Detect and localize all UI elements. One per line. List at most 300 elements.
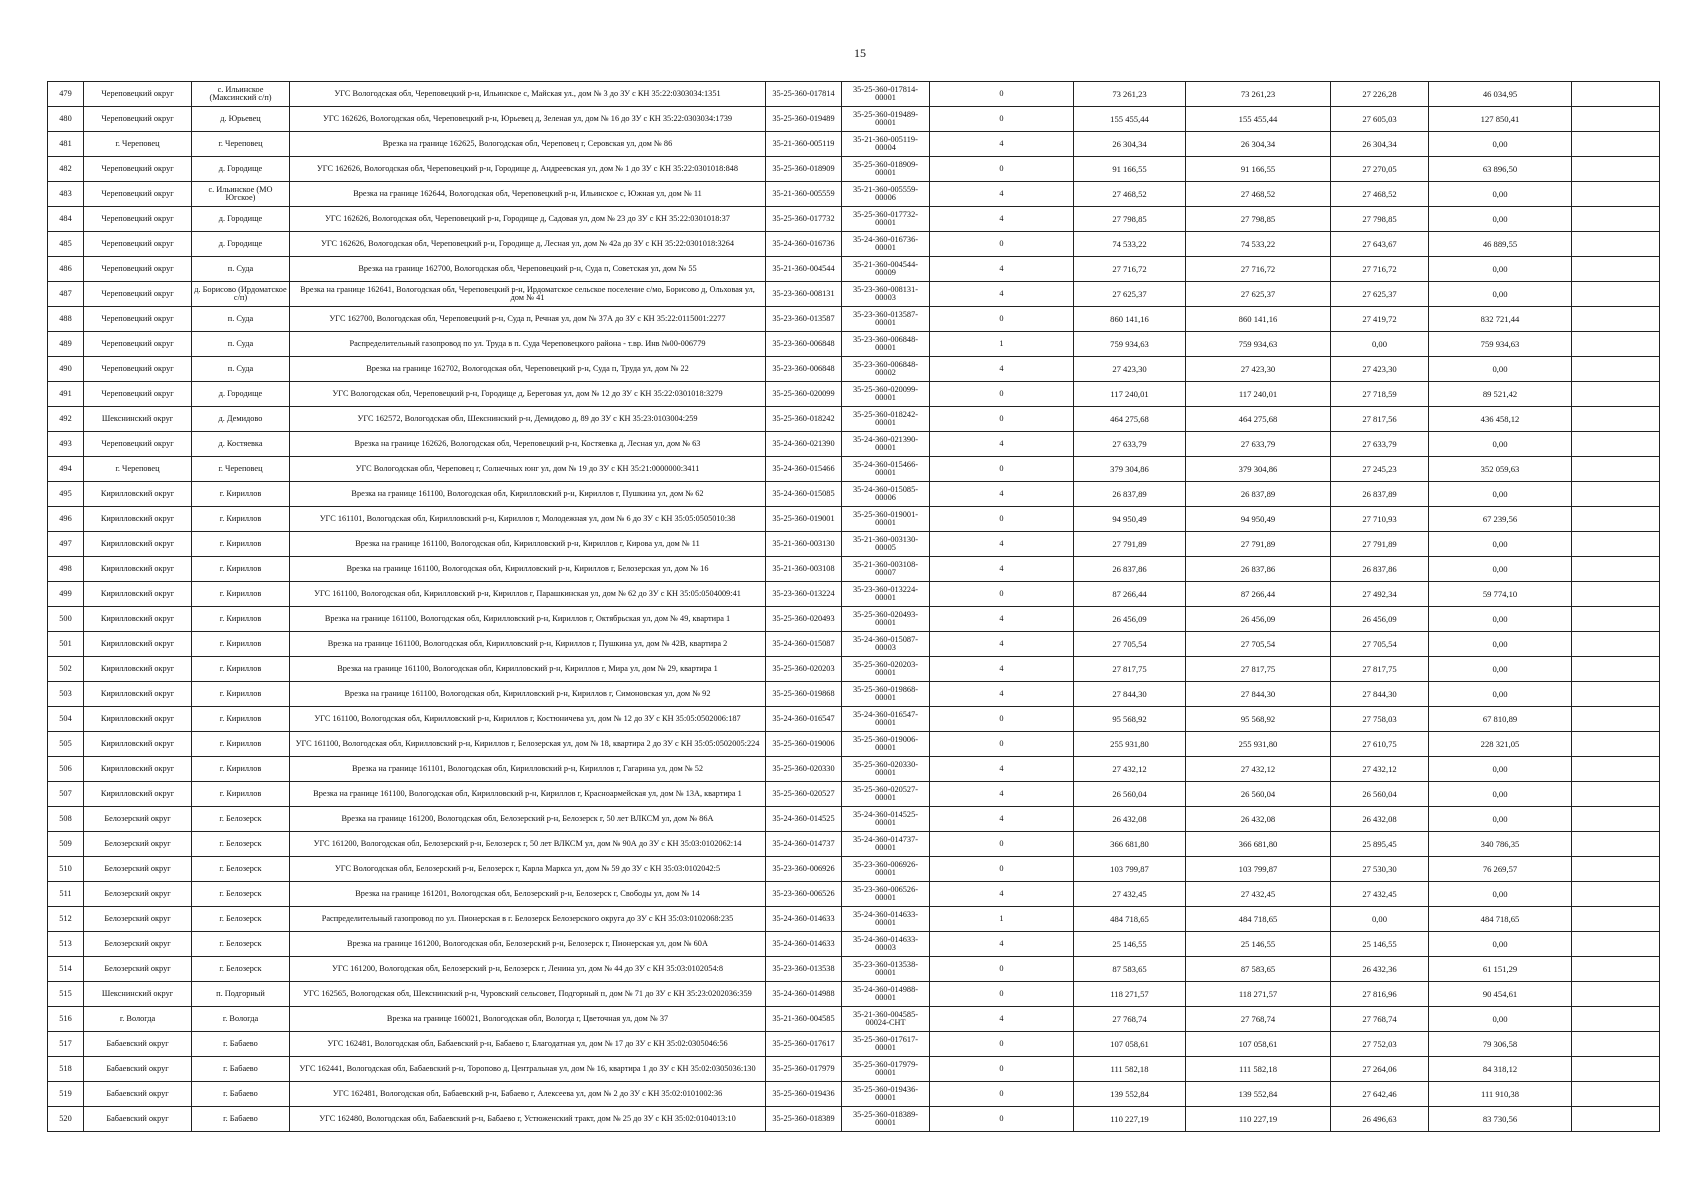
value-4-cell: 76 269,57 bbox=[1429, 857, 1572, 882]
row-number: 486 bbox=[48, 257, 84, 282]
value-2-cell: 26 837,89 bbox=[1186, 482, 1331, 507]
value-5-cell bbox=[1572, 632, 1660, 657]
address-cell: УГС 161101, Вологодская обл, Кирилловский р-н, Кириллов г, Молодежная ул, дом № 6 до ЗУ с КН 35:05:0505010:38 bbox=[290, 507, 766, 532]
value-3-cell: 26 837,86 bbox=[1331, 557, 1429, 582]
point-code-cell: 35-21-360-003108-00007 bbox=[842, 557, 930, 582]
district-cell: Кирилловский округ bbox=[84, 532, 192, 557]
locality-cell: г. Кириллов bbox=[192, 707, 290, 732]
value-5-cell bbox=[1572, 1057, 1660, 1082]
value-1-cell: 379 304,86 bbox=[1074, 457, 1186, 482]
value-3-cell: 27 716,72 bbox=[1331, 257, 1429, 282]
value-4-cell: 352 059,63 bbox=[1429, 457, 1572, 482]
point-code-cell: 35-23-360-006926-00001 bbox=[842, 857, 930, 882]
value-2-cell: 27 716,72 bbox=[1186, 257, 1331, 282]
value-2-cell: 117 240,01 bbox=[1186, 382, 1331, 407]
point-code-cell: 35-25-360-019868-00001 bbox=[842, 682, 930, 707]
value-1-cell: 26 837,89 bbox=[1074, 482, 1186, 507]
value-2-cell: 27 625,37 bbox=[1186, 282, 1331, 307]
locality-cell: п. Суда bbox=[192, 332, 290, 357]
address-cell: УГС Вологодская обл, Череповецкий р-н, Ильинское с, Майская ул., дом № 3 до ЗУ с КН 35:22:0303034:1351 bbox=[290, 82, 766, 107]
locality-cell: г. Кириллов bbox=[192, 482, 290, 507]
district-cell: Белозерский округ bbox=[84, 832, 192, 857]
value-2-cell: 155 455,44 bbox=[1186, 107, 1331, 132]
value-4-cell: 0,00 bbox=[1429, 757, 1572, 782]
value-4-cell: 832 721,44 bbox=[1429, 307, 1572, 332]
value-5-cell bbox=[1572, 457, 1660, 482]
value-4-cell: 61 151,29 bbox=[1429, 957, 1572, 982]
value-2-cell: 27 423,30 bbox=[1186, 357, 1331, 382]
value-4-cell: 111 910,38 bbox=[1429, 1082, 1572, 1107]
row-number: 489 bbox=[48, 332, 84, 357]
address-cell: Врезка на границе 161100, Вологодская обл, Кирилловский р-н, Кириллов г, Симоновская ул, дом № 92 bbox=[290, 682, 766, 707]
table-row bbox=[48, 182, 1660, 207]
value-3-cell: 27 816,96 bbox=[1331, 982, 1429, 1007]
locality-cell: г. Белозерск bbox=[192, 807, 290, 832]
value-5-cell bbox=[1572, 732, 1660, 757]
value-4-cell: 89 521,42 bbox=[1429, 382, 1572, 407]
value-3-cell: 27 492,34 bbox=[1331, 582, 1429, 607]
value-1-cell: 26 304,34 bbox=[1074, 132, 1186, 157]
value-3-cell: 27 264,06 bbox=[1331, 1057, 1429, 1082]
value-4-cell: 79 306,58 bbox=[1429, 1032, 1572, 1057]
district-cell: Белозерский округ bbox=[84, 807, 192, 832]
value-5-cell bbox=[1572, 782, 1660, 807]
address-cell: Врезка на границе 161100, Вологодская обл, Кирилловский р-н, Кириллов г, Мира ул, дом № 29, квартира 1 bbox=[290, 657, 766, 682]
district-cell: Череповецкий округ bbox=[84, 307, 192, 332]
point-code-cell: 35-24-360-014633-00003 bbox=[842, 932, 930, 957]
value-4-cell: 46 889,55 bbox=[1429, 232, 1572, 257]
point-code-cell: 35-21-360-005559-00006 bbox=[842, 182, 930, 207]
table-row bbox=[48, 707, 1660, 732]
district-cell: Череповецкий округ bbox=[84, 82, 192, 107]
value-4-cell: 0,00 bbox=[1429, 882, 1572, 907]
value-1-cell: 255 931,80 bbox=[1074, 732, 1186, 757]
value-5-cell bbox=[1572, 1032, 1660, 1057]
address-cell: УГС 162481, Вологодская обл, Бабаевский р-н, Бабаево г, Благодатная ул, дом № 17 до ЗУ с КН 35:02:0305046:56 bbox=[290, 1032, 766, 1057]
locality-cell: г. Череповец bbox=[192, 457, 290, 482]
locality-cell: г. Кириллов bbox=[192, 582, 290, 607]
address-cell: Врезка на границе 161100, Вологодская обл, Кирилловский р-н, Кириллов г, Красноармейская ул, дом № 13А, квартира 1 bbox=[290, 782, 766, 807]
point-code-cell: 35-25-360-020527-00001 bbox=[842, 782, 930, 807]
address-cell: Врезка на границе 162625, Вологодская обл, Череповец г, Серовская ул, дом № 86 bbox=[290, 132, 766, 157]
value-3-cell: 26 496,63 bbox=[1331, 1107, 1429, 1132]
value-3-cell: 27 605,03 bbox=[1331, 107, 1429, 132]
value-5-cell bbox=[1572, 407, 1660, 432]
value-1-cell: 27 844,30 bbox=[1074, 682, 1186, 707]
value-5-cell bbox=[1572, 957, 1660, 982]
district-cell: Кирилловский округ bbox=[84, 782, 192, 807]
value-4-cell: 484 718,65 bbox=[1429, 907, 1572, 932]
row-number: 511 bbox=[48, 882, 84, 907]
district-cell: Кирилловский округ bbox=[84, 732, 192, 757]
value-1-cell: 107 058,61 bbox=[1074, 1032, 1186, 1057]
locality-cell: д. Городище bbox=[192, 157, 290, 182]
value-3-cell: 27 844,30 bbox=[1331, 682, 1429, 707]
object-code-cell: 35-24-360-016547 bbox=[766, 707, 842, 732]
district-cell: Кирилловский округ bbox=[84, 657, 192, 682]
table-row bbox=[48, 307, 1660, 332]
value-2-cell: 74 533,22 bbox=[1186, 232, 1331, 257]
district-cell: Бабаевский округ bbox=[84, 1032, 192, 1057]
type-flag-cell: 4 bbox=[930, 782, 1074, 807]
district-cell: Шекснинский округ bbox=[84, 407, 192, 432]
value-4-cell: 340 786,35 bbox=[1429, 832, 1572, 857]
object-code-cell: 35-24-360-021390 bbox=[766, 432, 842, 457]
value-1-cell: 366 681,80 bbox=[1074, 832, 1186, 857]
row-number: 494 bbox=[48, 457, 84, 482]
type-flag-cell: 0 bbox=[930, 707, 1074, 732]
locality-cell: г. Кириллов bbox=[192, 632, 290, 657]
value-4-cell: 0,00 bbox=[1429, 807, 1572, 832]
object-code-cell: 35-21-360-004544 bbox=[766, 257, 842, 282]
value-5-cell bbox=[1572, 882, 1660, 907]
value-4-cell: 228 321,05 bbox=[1429, 732, 1572, 757]
type-flag-cell: 4 bbox=[930, 1007, 1074, 1032]
district-cell: Череповецкий округ bbox=[84, 257, 192, 282]
type-flag-cell: 4 bbox=[930, 432, 1074, 457]
locality-cell: д. Городище bbox=[192, 232, 290, 257]
value-2-cell: 27 432,12 bbox=[1186, 757, 1331, 782]
value-4-cell: 59 774,10 bbox=[1429, 582, 1572, 607]
value-5-cell bbox=[1572, 507, 1660, 532]
value-3-cell: 27 817,56 bbox=[1331, 407, 1429, 432]
value-5-cell bbox=[1572, 432, 1660, 457]
object-code-cell: 35-23-360-006848 bbox=[766, 332, 842, 357]
value-3-cell: 27 791,89 bbox=[1331, 532, 1429, 557]
row-number: 499 bbox=[48, 582, 84, 607]
table-row bbox=[48, 632, 1660, 657]
row-number: 508 bbox=[48, 807, 84, 832]
value-2-cell: 484 718,65 bbox=[1186, 907, 1331, 932]
object-code-cell: 35-21-360-005559 bbox=[766, 182, 842, 207]
value-3-cell: 0,00 bbox=[1331, 907, 1429, 932]
row-number: 490 bbox=[48, 357, 84, 382]
point-code-cell: 35-24-360-015466-00001 bbox=[842, 457, 930, 482]
row-number: 519 bbox=[48, 1082, 84, 1107]
value-3-cell: 27 226,28 bbox=[1331, 82, 1429, 107]
object-code-cell: 35-25-360-017732 bbox=[766, 207, 842, 232]
object-code-cell: 35-23-360-013224 bbox=[766, 582, 842, 607]
object-code-cell: 35-25-360-020330 bbox=[766, 757, 842, 782]
type-flag-cell: 0 bbox=[930, 382, 1074, 407]
value-5-cell bbox=[1572, 907, 1660, 932]
row-number: 510 bbox=[48, 857, 84, 882]
value-3-cell: 26 560,04 bbox=[1331, 782, 1429, 807]
point-code-cell: 35-25-360-019489-00001 bbox=[842, 107, 930, 132]
locality-cell: г. Кириллов bbox=[192, 682, 290, 707]
value-5-cell bbox=[1572, 832, 1660, 857]
value-4-cell: 0,00 bbox=[1429, 532, 1572, 557]
row-number: 483 bbox=[48, 182, 84, 207]
object-code-cell: 35-24-360-015466 bbox=[766, 457, 842, 482]
row-number: 498 bbox=[48, 557, 84, 582]
object-code-cell: 35-25-360-018242 bbox=[766, 407, 842, 432]
row-number: 518 bbox=[48, 1057, 84, 1082]
district-cell: Белозерский округ bbox=[84, 857, 192, 882]
object-code-cell: 35-25-360-019489 bbox=[766, 107, 842, 132]
object-code-cell: 35-23-360-013538 bbox=[766, 957, 842, 982]
value-1-cell: 464 275,68 bbox=[1074, 407, 1186, 432]
district-cell: Бабаевский округ bbox=[84, 1082, 192, 1107]
value-5-cell bbox=[1572, 357, 1660, 382]
value-3-cell: 26 432,08 bbox=[1331, 807, 1429, 832]
table-row bbox=[48, 457, 1660, 482]
value-1-cell: 27 817,75 bbox=[1074, 657, 1186, 682]
value-5-cell bbox=[1572, 82, 1660, 107]
row-number: 506 bbox=[48, 757, 84, 782]
value-5-cell bbox=[1572, 207, 1660, 232]
value-2-cell: 759 934,63 bbox=[1186, 332, 1331, 357]
locality-cell: г. Кириллов bbox=[192, 657, 290, 682]
value-1-cell: 759 934,63 bbox=[1074, 332, 1186, 357]
point-code-cell: 35-23-360-013587-00001 bbox=[842, 307, 930, 332]
value-2-cell: 27 768,74 bbox=[1186, 1007, 1331, 1032]
type-flag-cell: 4 bbox=[930, 357, 1074, 382]
value-4-cell: 0,00 bbox=[1429, 657, 1572, 682]
value-3-cell: 27 423,30 bbox=[1331, 357, 1429, 382]
type-flag-cell: 0 bbox=[930, 857, 1074, 882]
type-flag-cell: 4 bbox=[930, 807, 1074, 832]
row-number: 517 bbox=[48, 1032, 84, 1057]
value-3-cell: 25 895,45 bbox=[1331, 832, 1429, 857]
point-code-cell: 35-21-360-004585-00024-СНТ bbox=[842, 1007, 930, 1032]
table-row bbox=[48, 107, 1660, 132]
value-2-cell: 366 681,80 bbox=[1186, 832, 1331, 857]
value-5-cell bbox=[1572, 1107, 1660, 1132]
value-2-cell: 87 266,44 bbox=[1186, 582, 1331, 607]
object-code-cell: 35-25-360-020493 bbox=[766, 607, 842, 632]
district-cell: Кирилловский округ bbox=[84, 682, 192, 707]
row-number: 480 bbox=[48, 107, 84, 132]
address-cell: Врезка на границе 162702, Вологодская обл, Череповецкий р-н, Суда п, Труда ул, дом № 22 bbox=[290, 357, 766, 382]
value-1-cell: 91 166,55 bbox=[1074, 157, 1186, 182]
address-cell: Врезка на границе 161100, Вологодская обл, Кирилловский р-н, Кириллов г, Кирова ул, дом № 11 bbox=[290, 532, 766, 557]
value-3-cell: 27 798,85 bbox=[1331, 207, 1429, 232]
locality-cell: г. Кириллов bbox=[192, 607, 290, 632]
district-cell: Шекснинский округ bbox=[84, 982, 192, 1007]
registry-body bbox=[48, 82, 1660, 1132]
address-cell: УГС 162626, Вологодская обл, Череповецкий р-н, Юрьевец д, Зеленая ул, дом № 16 до ЗУ с КН 35:22:0303034:1739 bbox=[290, 107, 766, 132]
address-cell: УГС 161200, Вологодская обл, Белозерский р-н, Белозерск г, Ленина ул, дом № 44 до ЗУ с КН 35:03:0102054:8 bbox=[290, 957, 766, 982]
locality-cell: г. Кириллов bbox=[192, 557, 290, 582]
value-3-cell: 27 625,37 bbox=[1331, 282, 1429, 307]
district-cell: Бабаевский округ bbox=[84, 1107, 192, 1132]
value-5-cell bbox=[1572, 757, 1660, 782]
locality-cell: г. Бабаево bbox=[192, 1057, 290, 1082]
value-1-cell: 25 146,55 bbox=[1074, 932, 1186, 957]
value-2-cell: 87 583,65 bbox=[1186, 957, 1331, 982]
value-2-cell: 464 275,68 bbox=[1186, 407, 1331, 432]
value-5-cell bbox=[1572, 707, 1660, 732]
object-code-cell: 35-25-360-017617 bbox=[766, 1032, 842, 1057]
value-1-cell: 95 568,92 bbox=[1074, 707, 1186, 732]
value-1-cell: 27 768,74 bbox=[1074, 1007, 1186, 1032]
type-flag-cell: 0 bbox=[930, 232, 1074, 257]
locality-cell: г. Бабаево bbox=[192, 1082, 290, 1107]
district-cell: Череповецкий округ bbox=[84, 332, 192, 357]
value-1-cell: 26 456,09 bbox=[1074, 607, 1186, 632]
value-2-cell: 26 432,08 bbox=[1186, 807, 1331, 832]
value-1-cell: 87 583,65 bbox=[1074, 957, 1186, 982]
address-cell: Врезка на границе 161100, Вологодская обл, Кирилловский р-н, Кириллов г, Белозерская ул, дом № 16 bbox=[290, 557, 766, 582]
value-5-cell bbox=[1572, 982, 1660, 1007]
value-4-cell: 0,00 bbox=[1429, 682, 1572, 707]
locality-cell: г. Кириллов bbox=[192, 732, 290, 757]
type-flag-cell: 4 bbox=[930, 632, 1074, 657]
value-3-cell: 26 837,89 bbox=[1331, 482, 1429, 507]
value-1-cell: 27 625,37 bbox=[1074, 282, 1186, 307]
object-code-cell: 35-25-360-020203 bbox=[766, 657, 842, 682]
type-flag-cell: 4 bbox=[930, 207, 1074, 232]
district-cell: Череповецкий округ bbox=[84, 157, 192, 182]
value-1-cell: 87 266,44 bbox=[1074, 582, 1186, 607]
value-3-cell: 27 633,79 bbox=[1331, 432, 1429, 457]
table-row bbox=[48, 832, 1660, 857]
table-row bbox=[48, 682, 1660, 707]
locality-cell: д. Демидово bbox=[192, 407, 290, 432]
value-1-cell: 27 423,30 bbox=[1074, 357, 1186, 382]
type-flag-cell: 4 bbox=[930, 282, 1074, 307]
table-row bbox=[48, 957, 1660, 982]
address-cell: УГС 162626, Вологодская обл, Череповецкий р-н, Городище д, Садовая ул, дом № 23 до ЗУ с КН 35:22:0301018:37 bbox=[290, 207, 766, 232]
value-2-cell: 95 568,92 bbox=[1186, 707, 1331, 732]
row-number: 484 bbox=[48, 207, 84, 232]
row-number: 492 bbox=[48, 407, 84, 432]
district-cell: Кирилловский округ bbox=[84, 632, 192, 657]
registry-table bbox=[47, 81, 1660, 1132]
point-code-cell: 35-23-360-006848-00002 bbox=[842, 357, 930, 382]
object-code-cell: 35-25-360-019001 bbox=[766, 507, 842, 532]
value-3-cell: 27 270,05 bbox=[1331, 157, 1429, 182]
point-code-cell: 35-21-360-003130-00005 bbox=[842, 532, 930, 557]
address-cell: УГС Вологодская обл, Белозерский р-н, Белозерск г, Карла Маркса ул, дом № 59 до ЗУ с КН 35:03:0102042:5 bbox=[290, 857, 766, 882]
district-cell: Кирилловский округ bbox=[84, 757, 192, 782]
value-2-cell: 860 141,16 bbox=[1186, 307, 1331, 332]
district-cell: Кирилловский округ bbox=[84, 482, 192, 507]
type-flag-cell: 0 bbox=[930, 1057, 1074, 1082]
row-number: 485 bbox=[48, 232, 84, 257]
value-3-cell: 26 304,34 bbox=[1331, 132, 1429, 157]
value-4-cell: 0,00 bbox=[1429, 257, 1572, 282]
value-5-cell bbox=[1572, 682, 1660, 707]
value-3-cell: 0,00 bbox=[1331, 332, 1429, 357]
value-3-cell: 27 710,93 bbox=[1331, 507, 1429, 532]
point-code-cell: 35-25-360-018242-00001 bbox=[842, 407, 930, 432]
district-cell: Череповецкий округ bbox=[84, 182, 192, 207]
value-4-cell: 67 810,89 bbox=[1429, 707, 1572, 732]
type-flag-cell: 4 bbox=[930, 607, 1074, 632]
value-5-cell bbox=[1572, 257, 1660, 282]
point-code-cell: 35-25-360-018389-00001 bbox=[842, 1107, 930, 1132]
value-4-cell: 0,00 bbox=[1429, 207, 1572, 232]
table-row bbox=[48, 157, 1660, 182]
value-1-cell: 27 633,79 bbox=[1074, 432, 1186, 457]
table-row bbox=[48, 757, 1660, 782]
locality-cell: п. Суда bbox=[192, 307, 290, 332]
value-5-cell bbox=[1572, 1082, 1660, 1107]
value-1-cell: 103 799,87 bbox=[1074, 857, 1186, 882]
type-flag-cell: 0 bbox=[930, 82, 1074, 107]
district-cell: Кирилловский округ bbox=[84, 507, 192, 532]
locality-cell: г. Череповец bbox=[192, 132, 290, 157]
object-code-cell: 35-21-360-003108 bbox=[766, 557, 842, 582]
value-4-cell: 63 896,50 bbox=[1429, 157, 1572, 182]
value-2-cell: 27 468,52 bbox=[1186, 182, 1331, 207]
table-row bbox=[48, 732, 1660, 757]
row-number: 514 bbox=[48, 957, 84, 982]
value-4-cell: 0,00 bbox=[1429, 632, 1572, 657]
table-row bbox=[48, 1057, 1660, 1082]
value-2-cell: 25 146,55 bbox=[1186, 932, 1331, 957]
value-2-cell: 139 552,84 bbox=[1186, 1082, 1331, 1107]
row-number: 497 bbox=[48, 532, 84, 557]
locality-cell: г. Кириллов bbox=[192, 757, 290, 782]
row-number: 482 bbox=[48, 157, 84, 182]
value-3-cell: 27 245,23 bbox=[1331, 457, 1429, 482]
table-row bbox=[48, 582, 1660, 607]
value-1-cell: 110 227,19 bbox=[1074, 1107, 1186, 1132]
object-code-cell: 35-23-360-013587 bbox=[766, 307, 842, 332]
address-cell: УГС 162700, Вологодская обл, Череповецкий р-н, Суда п, Речная ул, дом № 37А до ЗУ с КН 35:22:0115001:2277 bbox=[290, 307, 766, 332]
locality-cell: г. Белозерск bbox=[192, 907, 290, 932]
point-code-cell: 35-24-360-014988-00001 bbox=[842, 982, 930, 1007]
row-number: 501 bbox=[48, 632, 84, 657]
address-cell: УГС 161100, Вологодская обл, Кирилловский р-н, Кириллов г, Костюничева ул, дом № 12 до ЗУ с КН 35:05:0502006:187 bbox=[290, 707, 766, 732]
locality-cell: г. Кириллов bbox=[192, 507, 290, 532]
type-flag-cell: 0 bbox=[930, 1082, 1074, 1107]
point-code-cell: 35-24-360-014633-00001 bbox=[842, 907, 930, 932]
value-5-cell bbox=[1572, 857, 1660, 882]
district-cell: Череповецкий округ bbox=[84, 357, 192, 382]
value-4-cell: 759 934,63 bbox=[1429, 332, 1572, 357]
value-4-cell: 83 730,56 bbox=[1429, 1107, 1572, 1132]
value-1-cell: 27 468,52 bbox=[1074, 182, 1186, 207]
district-cell: Череповецкий округ bbox=[84, 207, 192, 232]
table-row bbox=[48, 1032, 1660, 1057]
district-cell: Кирилловский округ bbox=[84, 607, 192, 632]
table-row bbox=[48, 907, 1660, 932]
type-flag-cell: 1 bbox=[930, 907, 1074, 932]
address-cell: УГС 162441, Вологодская обл, Бабаевский р-н, Торопово д, Центральная ул, дом № 16, квартира 1 до ЗУ с КН 35:02:0305036:130 bbox=[290, 1057, 766, 1082]
value-2-cell: 94 950,49 bbox=[1186, 507, 1331, 532]
value-3-cell: 27 610,75 bbox=[1331, 732, 1429, 757]
object-code-cell: 35-24-360-016736 bbox=[766, 232, 842, 257]
type-flag-cell: 4 bbox=[930, 932, 1074, 957]
table-row bbox=[48, 382, 1660, 407]
locality-cell: д. Юрьевец bbox=[192, 107, 290, 132]
value-2-cell: 107 058,61 bbox=[1186, 1032, 1331, 1057]
address-cell: Врезка на границе 161201, Вологодская обл, Белозерский р-н, Белозерск г, Свободы ул, дом № 14 bbox=[290, 882, 766, 907]
address-cell: Врезка на границе 162641, Вологодская обл, Череповецкий р-н, Ирдоматское сельское поселение с/мо, Борисово д, Ольховая ул, дом № 41 bbox=[290, 282, 766, 307]
object-code-cell: 35-25-360-017979 bbox=[766, 1057, 842, 1082]
value-3-cell: 27 642,46 bbox=[1331, 1082, 1429, 1107]
value-3-cell: 25 146,55 bbox=[1331, 932, 1429, 957]
locality-cell: д. Костяевка bbox=[192, 432, 290, 457]
value-5-cell bbox=[1572, 657, 1660, 682]
address-cell: Распределительный газопровод по ул. Труда в п. Суда Череповецкого района - т.вр. Инв №00-006779 bbox=[290, 332, 766, 357]
value-2-cell: 27 432,45 bbox=[1186, 882, 1331, 907]
type-flag-cell: 4 bbox=[930, 532, 1074, 557]
type-flag-cell: 0 bbox=[930, 107, 1074, 132]
locality-cell: г. Кириллов bbox=[192, 782, 290, 807]
object-code-cell: 35-25-360-018909 bbox=[766, 157, 842, 182]
value-5-cell bbox=[1572, 282, 1660, 307]
value-4-cell: 0,00 bbox=[1429, 557, 1572, 582]
row-number: 515 bbox=[48, 982, 84, 1007]
address-cell: Врезка на границе 161100, Вологодская обл, Кирилловский р-н, Кириллов г, Октябрьская ул, дом № 49, квартира 1 bbox=[290, 607, 766, 632]
value-2-cell: 27 844,30 bbox=[1186, 682, 1331, 707]
value-2-cell: 26 304,34 bbox=[1186, 132, 1331, 157]
